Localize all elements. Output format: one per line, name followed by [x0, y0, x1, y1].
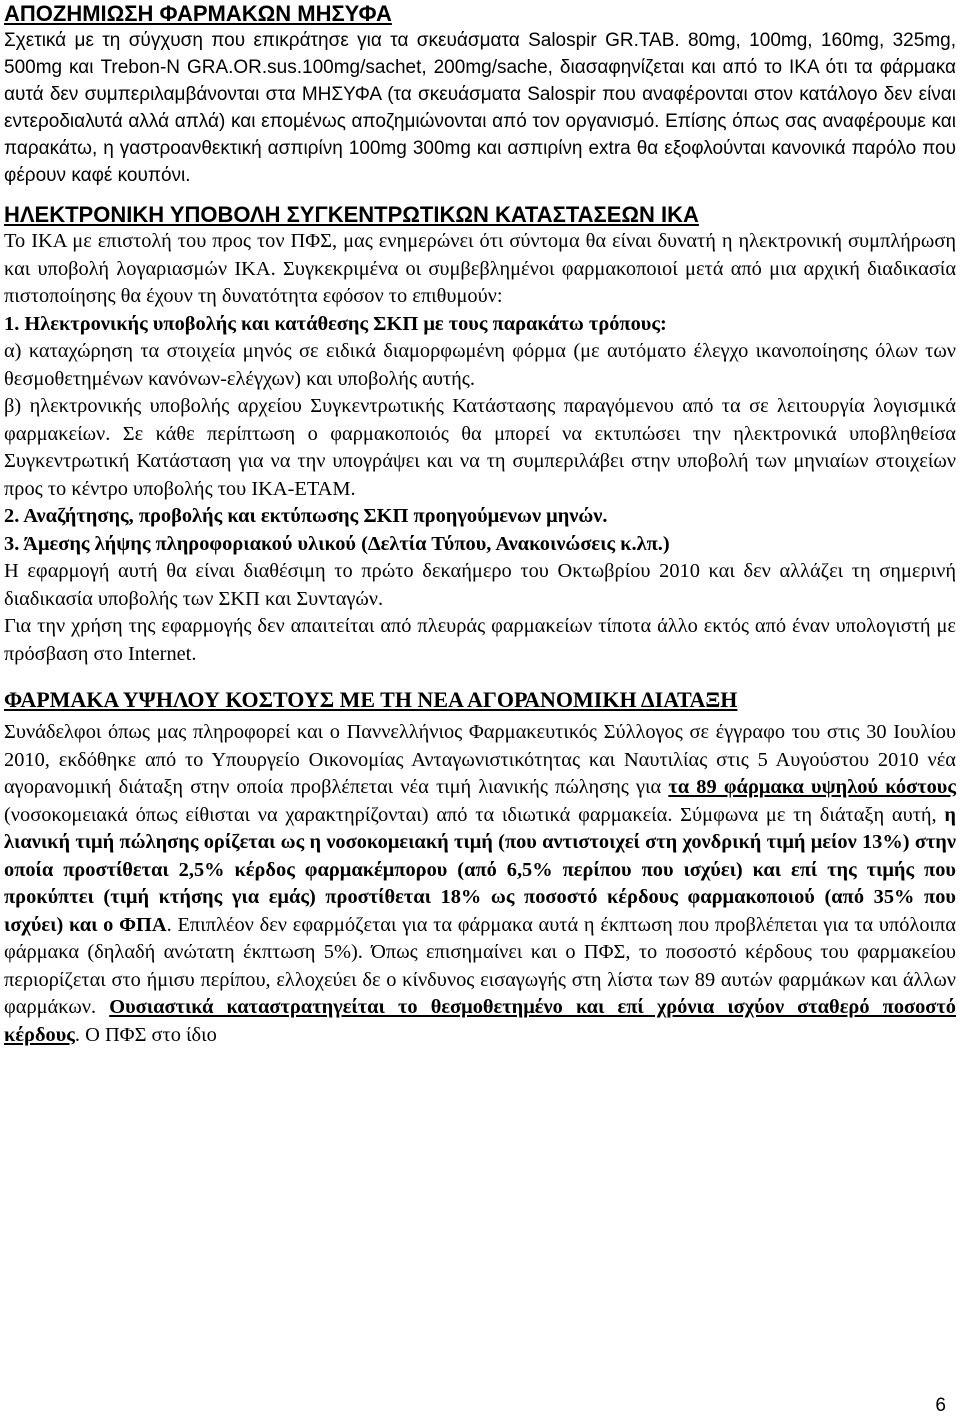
list-item-3: 3. Άμεσης λήψης πληροφοριακού υλικού (Δελτία Τύπου, Ανακοινώσεις κ.λπ.): [4, 532, 670, 555]
availability-paragraph: Η εφαρμογή αυτή θα είναι διαθέσιμη το πρώτο δεκαήμερο του Οκτωβρίου 2010 και δεν αλλάζει τη σημερινή διαδικασία υποβολής των ΣΚΠ και Συνταγών.: [4, 560, 956, 610]
list-item-1a: α) καταχώρηση τα στοιχεία μηνός σε ειδικά διαμορφωμένη φόρμα (με αυτόματο έλεγχο ικανοποίησης όλων των θεσμοθετημένων κανόνων-ελέγχων) και υποβολής αυτής.: [4, 340, 956, 390]
reimbursement-paragraph: Σχετικά με τη σύγχυση που επικράτησε για τα σκευάσματα Salospir GR.TAB. 80mg, 100mg, 160mg, 325mg, 500mg και Trebon-N GRA.OR.sus.100mg/sachet, 200mg/sache, διασαφηνίζεται και από το ΙΚΑ ότι τα φάρμακα αυτά δεν συμπεριλαμβάνονται στα ΜΗΣΥΦΑ (τα σκευάσματα Salospir που αναφέρονται στον κατάλογο δεν είναι εντεροδιαλυτά αλλά απλά) και επομένως αποζημιώνονται από τον οργανισμό. Επίσης όπως σας αναφέρουμε και παρακάτω, η γαστροανθεκτική ασπιρίνη 100mg 300mg και ασπιρίνη extra θα εξοφλούνται κανονικά παρόλο που φέρουν καφέ κουπόνι.: [4, 30, 956, 186]
section-spacer: [4, 189, 956, 201]
high-cost-drugs-paragraph: [4, 719, 956, 1049]
text-run: Συνάδελφοι όπως μας πληροφορεί και ο Παννελλήνιος Φαρμακευτικός Σύλλογος σε έγγραφο του στις 30 Ιουλίου 2010, εκδόθηκε από το Υπουργείο Οικονομίας Ανταγωνιστικότητας και Ναυτιλίας στις 5 Αυγούστου 2010 νέα αγορανομική διάταξη στην οποία προβλέπεται νέα τιμή λιανικής πώλησης για: [4, 721, 956, 798]
document-page: [4, 0, 956, 1049]
section-heading-high-cost-drugs: ΦΑΡΜΑΚΑ ΥΨΗΛΟΥ ΚΟΣΤΟΥΣ ΜΕ ΤΗ ΝΕΑ ΑΓΟΡΑΝΟΜΙΚΗ ΔΙΑΤΑΞΗ: [4, 687, 738, 712]
section-heading-reimbursement: ΑΠΟΖΗΜΙΩΣΗ ΦΑΡΜΑΚΩΝ ΜΗΣΥΦΑ: [4, 1, 392, 26]
section-spacer: [4, 668, 956, 686]
list-item-1b: β) ηλεκτρονικής υποβολής αρχείου Συγκεντρωτικής Κατάστασης παραγόμενου από τα σε λειτουργία λογισμικά φαρμακείων. Σε κάθε περίπτωση ο φαρμακοποιός θα μπορεί να εκτυπώσει την ηλεκτρονικά υποβληθείσα Συγκεντρωτική Κατάσταση για να την υπογράψει και να τη συμπεριλάβει στην υποβολή των μηνιαίων στοιχείων προς το κέντρο υποβολής του ΙΚΑ-ΕΤΑΜ.: [4, 395, 956, 500]
list-item-1: 1. Ηλεκτρονικής υποβολής και κατάθεσης ΣΚΠ με τους παρακάτω τρόπους:: [4, 312, 667, 335]
emphasis-89-drugs: τα 89 φάρμακα υψηλού κόστους: [668, 776, 956, 798]
list-item-2: 2. Αναζήτησης, προβολής και εκτύπωσης ΣΚΠ προηγούμενων μηνών.: [4, 505, 608, 527]
requirements-paragraph: Για την χρήση της εφαρμογής δεν απαιτείται από πλευράς φαρμακείων τίποτα άλλο εκτός από έναν υπολογιστή με πρόσβαση στο Internet.: [4, 615, 956, 665]
emphasis-pricing-rule: η λιανική τιμή πώλησης ορίζεται ως η νοσοκομειακή τιμή (που αντιστοιχεί στη χονδρική τιμή μείον 13%) στην οποία προστίθεται 2,5% κέρδος φαρμακέμπορου (από 6,5% περίπου που ισχύει) και επί της τιμής που προκύπτει (τιμή κτήσης για εμάς) προστίθεται 18% ως ποσοστό κέρδους φαρμακοποιού (από 35% που ισχύει) και ο ΦΠΑ: [4, 803, 956, 936]
electronic-submission-intro: Το ΙΚΑ με επιστολή του προς τον ΠΦΣ, μας ενημερώνει ότι σύντομα θα είναι δυνατή η ηλεκτρονική συμπλήρωση και υποβολή λογαριασμών ΙΚΑ. Συγκεκριμένα οι συμβεβλημένοι φαρμακοποιοί μετά από μια αρχική διαδικασία πιστοποίησης θα έχουν τη δυνατότητα εφόσον το επιθυμούν:: [4, 230, 956, 307]
emphasis-profit-circumvented: Ουσιαστικά καταστρατηγείται το θεσμοθετημένο και επί χρόνια ισχύον σταθερό ποσοστό κέρδους: [4, 996, 956, 1046]
page-number: 6: [935, 1395, 946, 1416]
text-run: . Επιπλέον δεν εφαρμόζεται για τα φάρμακα αυτά η έκπτωση που προβλέπεται για τα υπόλοιπα φάρμακα (δηλαδή ανώτατη έκπτωση 5%). Όπως επισημαίνει και ο ΠΦΣ, το ποσοστό κέρδους του φαρμακείου περιορίζεται στο ήμισυ περίπου, ελλοχεύει δε ο κίνδυνος εισαγωγής στη λίστα των 89 αυτών φαρμάκων και άλλων φαρμάκων.: [4, 913, 956, 1018]
text-run: . Ο ΠΦΣ στο ίδιο: [74, 1023, 217, 1046]
section-heading-electronic-submission: ΗΛΕΚΤΡΟΝΙΚΗ ΥΠΟΒΟΛΗ ΣΥΓΚΕΝΤΡΩΤΙΚΩΝ ΚΑΤΑΣΤΑΣΕΩΝ ΙΚΑ: [4, 202, 699, 227]
text-run: (νοσοκομειακά όπως είθισται να χαρακτηρίζονται) από τα ιδιωτικά φαρμακεία. Σύμφωνα με τη διάταξη αυτή,: [4, 803, 945, 826]
